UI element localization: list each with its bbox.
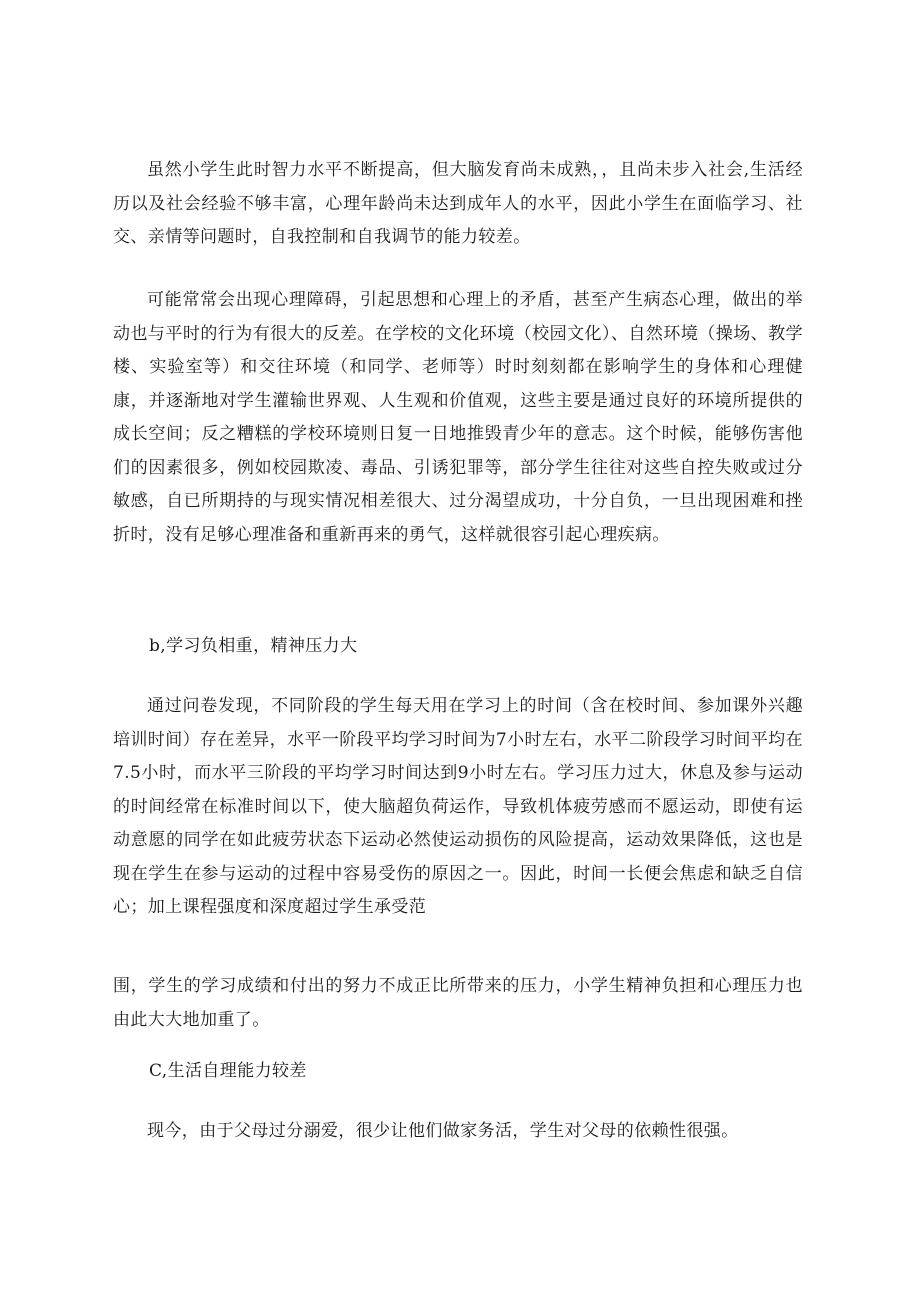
section-heading-study-pressure: b,学习负相重，精神压力大 [149,636,358,656]
paragraph-study-time-survey: 通过问卷发现，不同阶段的学生每天用在学习上的时间（含在校时间、参加课外兴趣培训时间）存在差异，水平一阶段平均学习时间为7小时左右，水平二阶段学习时间平均在7.5小时，而水平三阶段的平均学习时间达到9小时左右。学习压力过大，休息及参与运动的时间经常在标准时间以下，使大脑超负荷运作，导致机体疲劳感而不愿运动，即使有运动意愿的同学在如此疲劳状态下运动必然使运动损伤的风险提高，运动效果降低，这也是现在学生在参与运动的过程中容易受伤的原因之一。因此，时间一长便会焦虑和缺乏自信心；加上课程强度和深度超过学生承受范 [113,696,803,917]
paragraph-psychological-barriers: 可能常常会出现心理障碍，引起思想和心理上的矛盾，甚至产生病态心理，做出的举动也与平时的行为有很大的反差。在学校的文化环境（校园文化）、自然环境（操场、教学楼、实验室等）和交往环境（和同学、老师等）时时刻刻都在影响学生的身体和心理健康，并逐渐地对学生灌输世界观、人生观和价值观，这些主要是通过良好的环境所提供的成长空间；反之糟糕的学校环境则日复一日地推毁青少年的意志。这个时候，能够伤害他们的因素很多，例如校园欺凌、毒品、引诱犯罪等，部分学生往往对这些自控失败或过分敏感，自已所期持的与现实情况相差很大、过分渴望成功，十分自负，一旦出现困难和挫折时，没有足够心理准备和重新再来的勇气，这样就很容引起心理疾病。 [113,290,803,545]
paragraph-cognitive-development: 虽然小学生此时智力水平不断提高，但大脑发育尚未成熟，，且尚未步入社会,生活经历以及社会经验不够丰富，心理年龄尚未达到成年人的水平，因此小学生在面临学习、社交、亲情等问题时，自我控制和自我调节的能力较差。 [113,160,803,247]
paragraph-study-time-survey-continued: 围，学生的学习成绩和付出的努力不成正比所带来的压力，小学生精神负担和心理压力也由此大大地加重了。 [113,976,803,1030]
paragraph-parental-dependence: 现今，由于父母过分溺爱，很少让他们做家务活，学生对父母的依赖性很强。 [147,1121,739,1141]
section-heading-self-care: C,生活自理能力较差 [149,1061,307,1081]
